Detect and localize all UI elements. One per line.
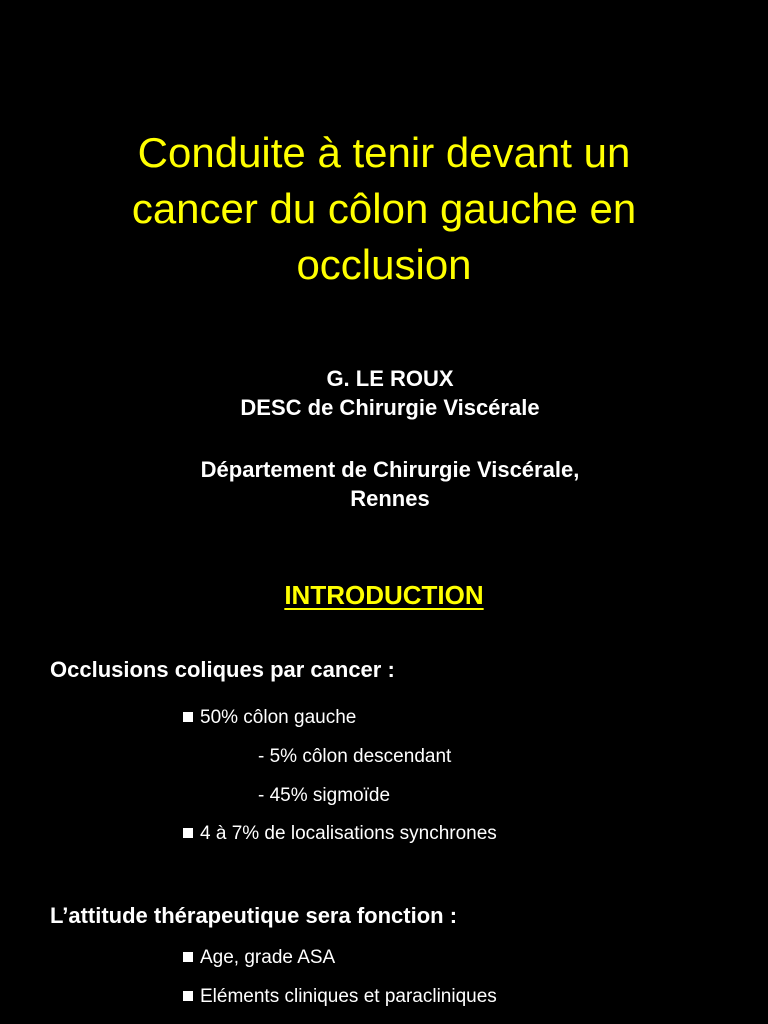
list-item (183, 984, 497, 1009)
square-bullet-icon (183, 991, 193, 1001)
list-item (183, 945, 335, 970)
list-subitem (258, 783, 390, 808)
square-bullet-icon (183, 952, 193, 962)
list-item-text: - 45% sigmoïde (258, 785, 391, 806)
department-block (0, 455, 768, 513)
section-heading: INTRODUCTION (284, 580, 484, 610)
list-item-text: - 5% côlon descendant (258, 746, 452, 767)
list-item-text: 4 à 7% de localisations synchrones (200, 823, 497, 844)
list-item-text: Eléments cliniques et paracliniques (200, 986, 497, 1007)
title-line-1: Conduite à tenir devant un (137, 129, 631, 176)
slide-title (0, 125, 768, 293)
list-item-text: Age, grade ASA (200, 947, 336, 968)
title-line-2: cancer du côlon gauche en (131, 185, 637, 232)
list-item-text: 50% côlon gauche (200, 707, 357, 728)
title-line-3: occlusion (296, 241, 472, 288)
author-name: G. LE ROUX (326, 366, 454, 391)
point-heading-attitude: L’attitude thérapeutique sera fonction : (50, 903, 458, 928)
department-line-2: Rennes (350, 486, 430, 511)
list-item (183, 705, 356, 730)
author-role: DESC de Chirurgie Viscérale (240, 395, 540, 420)
square-bullet-icon (183, 712, 193, 722)
point-heading-occlusions: Occlusions coliques par cancer : (50, 657, 395, 682)
list-item (183, 821, 497, 846)
author-block (0, 364, 768, 422)
square-bullet-icon (183, 828, 193, 838)
list-subitem (258, 744, 451, 769)
department-line-1: Département de Chirurgie Viscérale, (200, 457, 580, 482)
